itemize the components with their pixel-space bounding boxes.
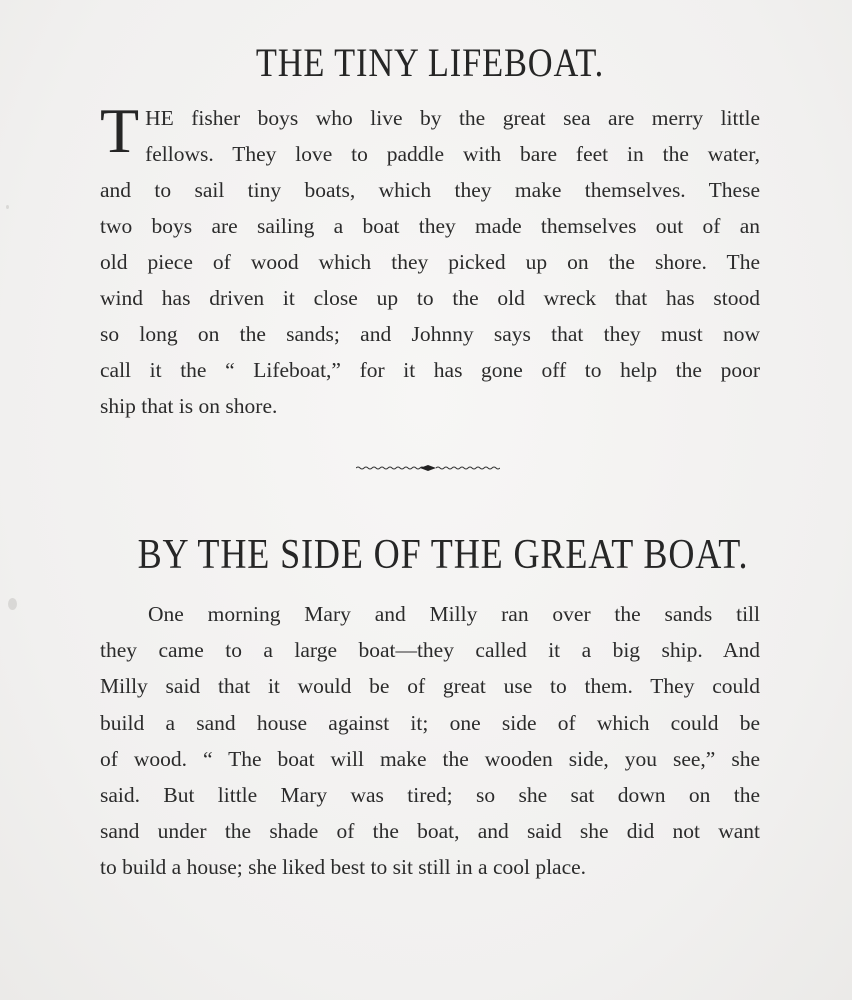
text-line: and to sail tiny boats, which they make themselves. These — [100, 178, 760, 202]
paper-speck — [6, 205, 9, 209]
text-line: build a sand house against it; one side of which could be — [100, 710, 760, 735]
divider-wave-right — [436, 467, 500, 469]
text-line: fellows. They love to paddle with bare feet in the water, — [145, 142, 760, 166]
story-body — [100, 596, 760, 886]
text-line: said. But little Mary was tired; so she sat down on the — [100, 783, 760, 808]
story-title: THE TINY LIFEBOAT. — [255, 40, 605, 85]
text-line: they came to a large boat—they called it a big ship. And — [100, 638, 760, 663]
divider-wave-left — [356, 467, 424, 469]
story-title: BY THE SIDE OF THE GREAT BOAT. — [137, 532, 749, 578]
divider-diamond — [420, 465, 436, 471]
text-line: sand under the shade of the boat, and said she did not want — [100, 819, 760, 844]
text-line: so long on the sands; and Johnny says that they must now — [100, 322, 760, 346]
story-side-of-great-boat — [100, 528, 760, 886]
story-tiny-lifeboat — [100, 36, 760, 424]
first-word-rest: HE — [145, 106, 174, 130]
story-body — [100, 95, 760, 424]
text-line: Milly said that it would be of great use to them. They could — [100, 674, 760, 699]
text-line-content: fisher boys who live by the great sea are merry little — [173, 106, 760, 130]
text-line — [100, 100, 760, 136]
text-line: old piece of wood which they picked up on the shore. The — [100, 250, 760, 274]
text-line: ship that is on shore. — [100, 394, 278, 418]
text-line: call it the “ Lifeboat,” for it has gone off to help the poor — [100, 358, 760, 382]
text-line: wind has driven it close up to the old wreck that has stood — [100, 286, 760, 310]
text-line: One morning Mary and Milly ran over the sands till — [148, 602, 760, 626]
drop-cap: T — [100, 95, 140, 166]
paper-speck — [8, 598, 17, 610]
text-line: of wood. “ The boat will make the wooden side, you see,” she — [100, 746, 760, 771]
text-line: to build a house; she liked best to sit still in a cool place. — [100, 855, 587, 880]
text-line: two boys are sailing a boat they made themselves out of an — [100, 214, 760, 238]
ornamental-divider — [356, 460, 500, 476]
